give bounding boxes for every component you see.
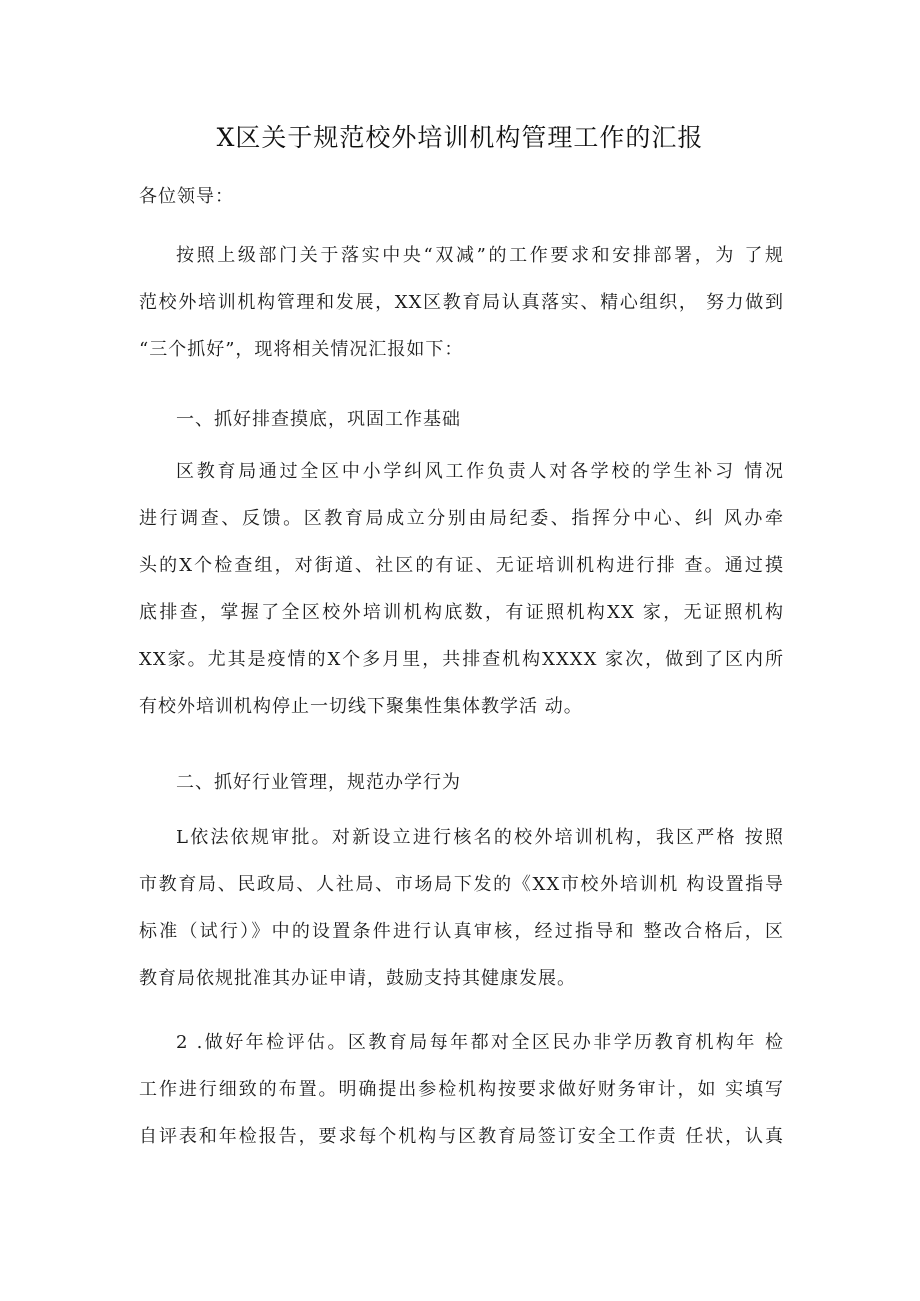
paragraph-line: 区教育局通过全区中小学纠风工作负责人对各学校的学生补习 情况 bbox=[176, 461, 784, 482]
paragraph-line: 底排查，掌握了全区校外培训机构底数，有证照机构XX 家，无证照机构 bbox=[139, 602, 784, 623]
paragraph-line: 进行调查、反馈。区教育局成立分别由局纪委、指挥分中心、纠 风办牵 bbox=[139, 508, 784, 529]
paragraph-line: 按照上级部门关于落实中央“双减”的工作要求和安排部署，为 了规 bbox=[176, 245, 784, 266]
section2-item2-paragraph bbox=[139, 1019, 784, 1160]
paragraph-line: 范校外培训机构管理和发展，XX区教育局认真落实、精心组织， 努力做到 bbox=[139, 292, 784, 313]
intro-paragraph bbox=[139, 232, 784, 373]
section-heading-2: 二、抓好行业管理，规范办学行为 bbox=[176, 772, 461, 793]
paragraph-line: 头的X个检查组，对街道、社区的有证、无证培训机构进行排 查。通过摸 bbox=[139, 555, 784, 576]
paragraph-line: L依法依规审批。对新设立进行核名的校外培训机构，我区严格 按照 bbox=[176, 827, 784, 848]
section-heading-1: 一、抓好排查摸底，巩固工作基础 bbox=[176, 409, 461, 430]
paragraph-line: 标准（试行）》中的设置条件进行认真审核，经过指导和 整改合格后，区 bbox=[139, 921, 784, 942]
section1-paragraph bbox=[139, 448, 784, 730]
paragraph-line: 2 .做好年检评估。区教育局每年都对全区民办非学历教育机构年 检 bbox=[176, 1032, 784, 1053]
paragraph-line: 工作进行细致的布置。明确提出参检机构按要求做好财务审计，如 实填写 bbox=[139, 1079, 784, 1100]
paragraph-line: “三个抓好”，现将相关情况汇报如下： bbox=[139, 339, 464, 360]
paragraph-line: 有校外培训机构停止一切线下聚集性集体教学活 动。 bbox=[139, 696, 583, 717]
section2-item1-paragraph bbox=[139, 814, 784, 1002]
document-title: X区关于规范校外培训机构管理工作的汇报 bbox=[216, 123, 704, 152]
paragraph-line: XX家。尤其是疫情的X个多月里，共排查机构XXXX 家次，做到了区内所 bbox=[139, 649, 784, 670]
paragraph-line: 教育局依规批准其办证申请，鼓励支持其健康发展。 bbox=[139, 968, 576, 989]
salutation: 各位领导： bbox=[139, 186, 234, 207]
paragraph-line: 市教育局、民政局、人社局、市场局下发的《XX市校外培训机 构设置指导 bbox=[139, 874, 784, 895]
paragraph-line: 自评表和年检报告，要求每个机构与区教育局签订安全工作责 任状，认真 bbox=[139, 1126, 784, 1147]
